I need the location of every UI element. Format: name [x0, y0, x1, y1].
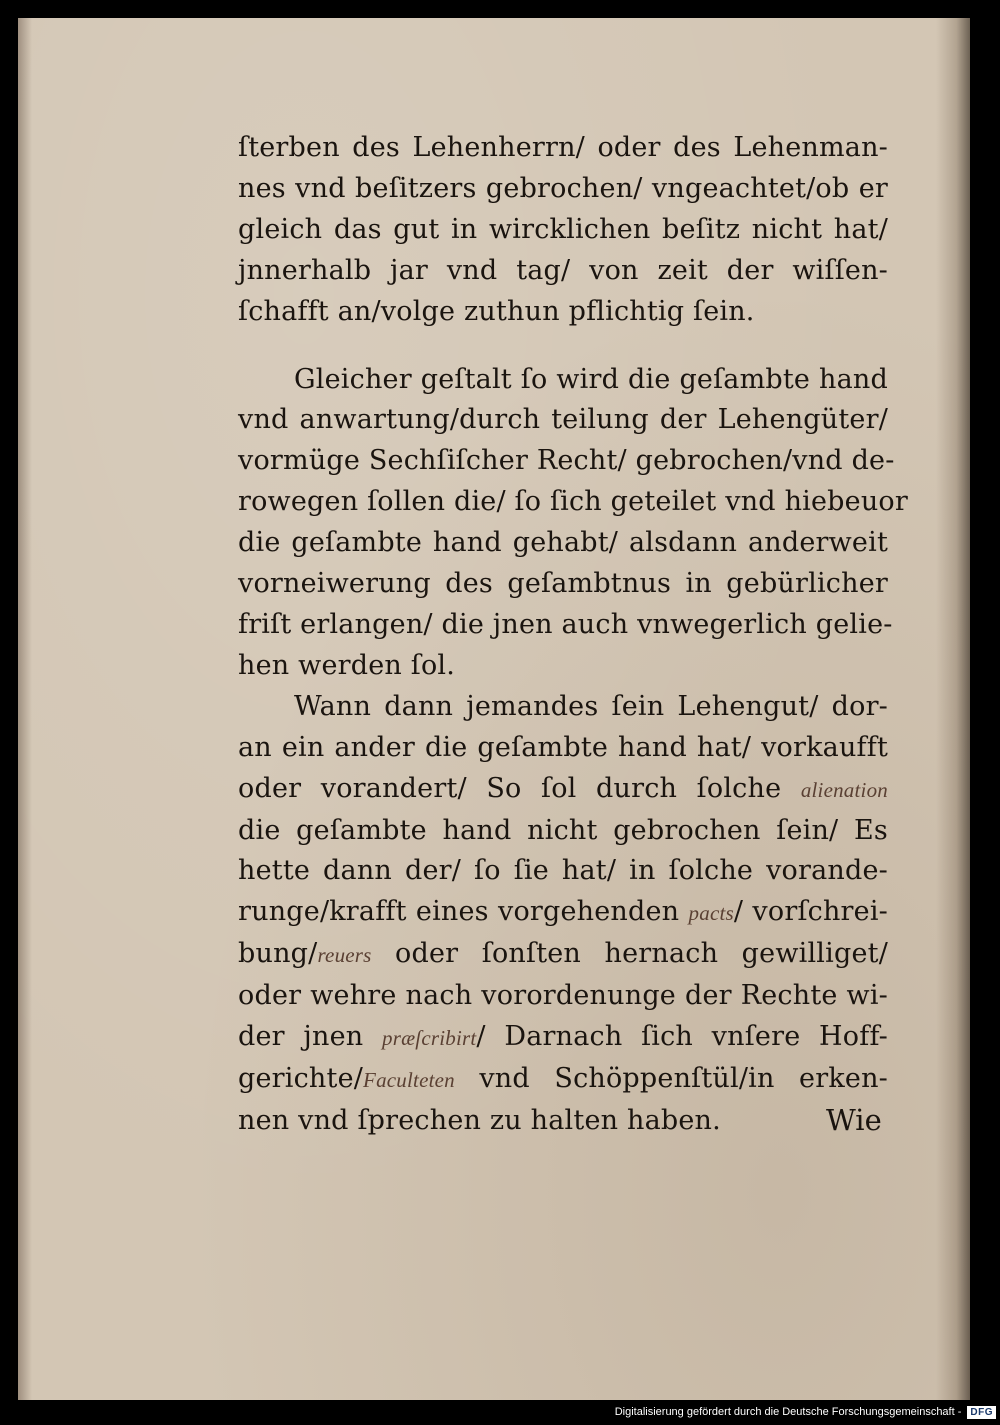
latin-term: pacts	[688, 901, 734, 926]
text-line: rowegen ſollen die/ ſo ſich geteilet vnd hiebeuor	[238, 486, 908, 518]
text-segment: oder ſonſten hernach gewilliget/	[371, 938, 888, 970]
text-line	[238, 1059, 888, 1101]
text-segment: / Darnach ſich vnſere Hoff-	[476, 1021, 888, 1053]
latin-term: Faculteten	[363, 1067, 455, 1092]
footer-text: Digitalisierung gefördert durch die Deutsche Forschungsgemeinschaft -	[614, 1406, 962, 1418]
text-segment: / vorſchrei-	[733, 896, 888, 928]
document-body	[238, 128, 908, 1142]
text-line: jnnerhalb jar vnd tag/ von zeit der wiſſen-	[238, 254, 888, 286]
text-line: vorneiwerung des geſambtnus in gebürlicher	[238, 568, 888, 600]
page-edge-shadow	[18, 18, 32, 1400]
text-line: ſterben des Lehenherrn/ oder des Lehenman-	[238, 132, 888, 163]
text-segment: vnd Schöppenſtül/in erken-	[454, 1062, 888, 1094]
text-line: hette dann der/ ſo ſie hat/ in ſolche vorande-	[238, 855, 888, 887]
text-line: Wann dann jemandes ſein Lehengut/ dor-	[294, 690, 888, 722]
paragraph-gap	[238, 333, 888, 360]
text-line: vormüge Sechſiſcher Recht/ gebrochen/vnd de-	[238, 445, 895, 477]
text-segment: oder vorandert/ So ſol durch ſolche	[238, 772, 782, 804]
text-line: friſt erlangen/ die jnen auch vnwegerlich gelie-	[238, 608, 893, 640]
text-line: Gleicher geſtalt ſo wird die geſambte hand	[294, 363, 888, 395]
text-segment: runge/krafft eines vorgehenden	[238, 896, 680, 928]
catchword: Wie	[826, 1103, 882, 1137]
text-line: nen vnd ſprechen zu halten haben.	[238, 1104, 721, 1136]
text-line	[238, 934, 888, 976]
text-segment: bung/	[238, 938, 318, 970]
latin-term: alienation	[800, 777, 888, 802]
latin-term: præſcribirt	[382, 1026, 477, 1051]
text-line: vnd anwartung/durch teilung der Lehengüter/	[238, 404, 888, 436]
text-segment: gerichte/	[238, 1062, 364, 1094]
text-line: gleich das gut in wircklichen beſitz nicht hat/	[238, 213, 888, 245]
text-line	[238, 892, 888, 934]
text-line	[238, 769, 888, 811]
text-line: an ein ander die geſambte hand hat/ vorkaufft	[238, 731, 888, 763]
text-line: hen werden ſol.	[238, 649, 456, 681]
text-line: nes vnd beſitzers gebrochen/ vngeachtet/ob er	[238, 172, 888, 204]
page-gutter-shadow	[936, 18, 970, 1400]
text-line: ſchafft an/volge zuthun pflichtig ſein.	[238, 295, 755, 327]
text-line: die geſambte hand nicht gebrochen ſein/ Es	[238, 814, 888, 846]
text-line: die geſambte hand gehabt/ alsdann anderweit	[238, 527, 888, 559]
dfg-logo-icon: DFG	[967, 1406, 996, 1419]
latin-term: reuers	[317, 943, 372, 968]
text-line: oder wehre nach vorordenunge der Rechte wi-	[238, 980, 888, 1012]
footer-credit	[615, 1402, 996, 1422]
text-line	[238, 1017, 888, 1059]
text-segment: der jnen	[238, 1021, 364, 1053]
